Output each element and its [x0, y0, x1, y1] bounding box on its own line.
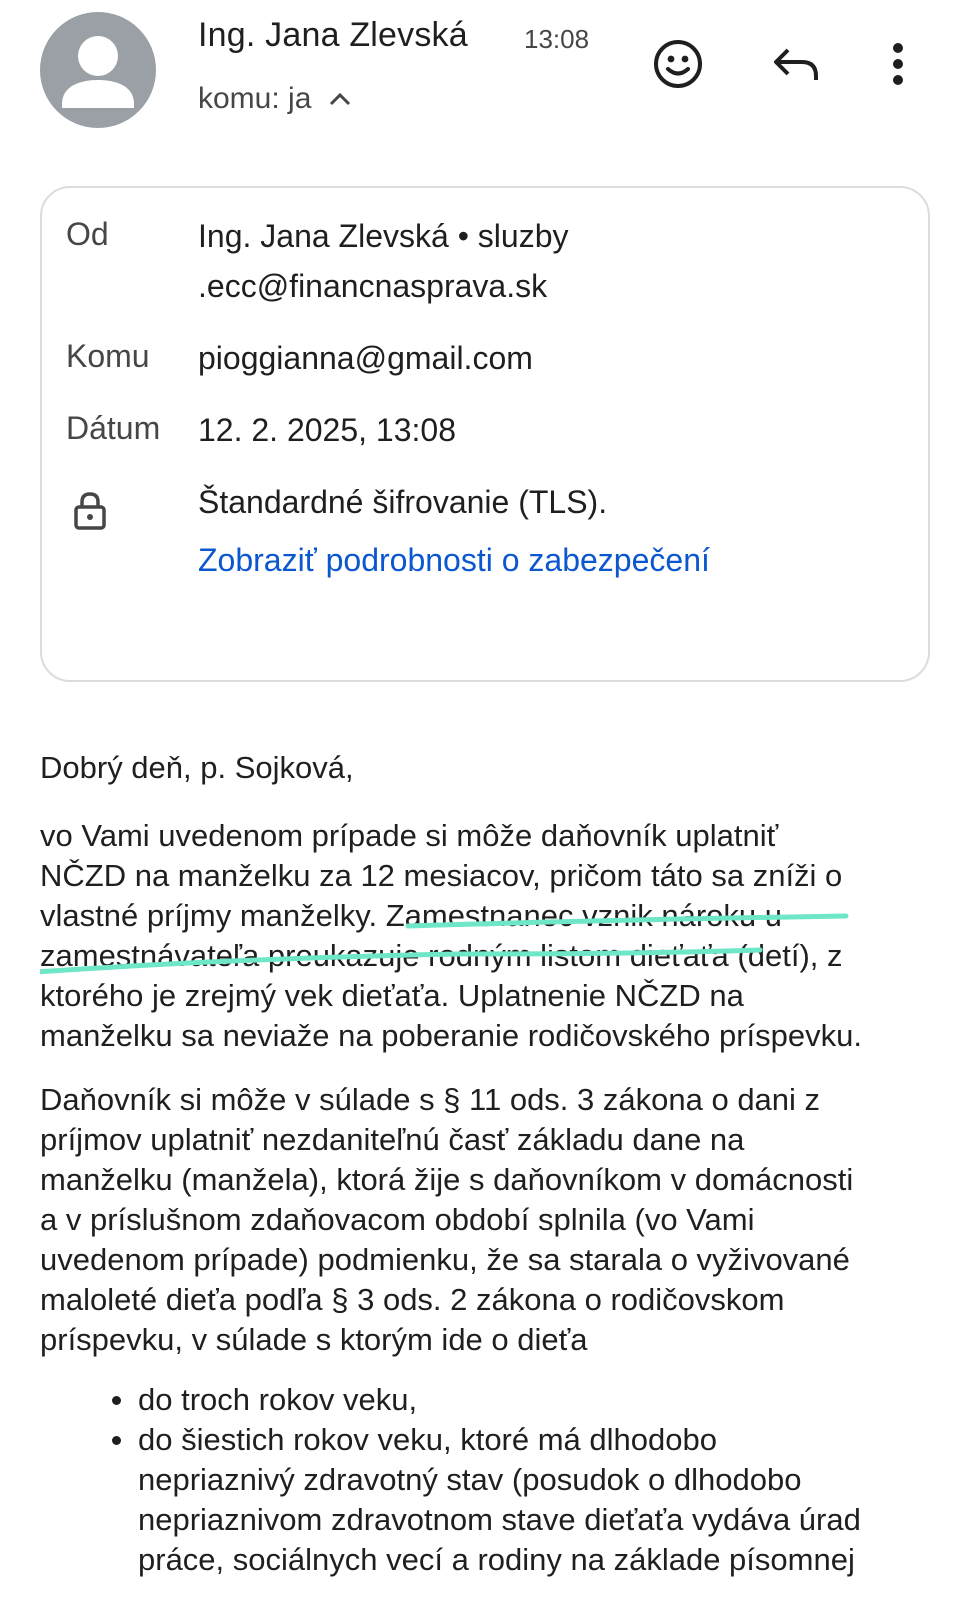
- recipients-toggle[interactable]: [198, 82, 353, 116]
- greeting: Dobrý deň, p. Sojková,: [40, 750, 354, 785]
- account-avatar-icon[interactable]: [40, 12, 156, 128]
- p2-line: a v príslušnom zdaňovacom období splnila (vo Vami: [40, 1202, 755, 1237]
- p1-line: NČZD na manželku za 12 mesiacov, pričom táto sa zníži o: [40, 858, 843, 893]
- reply-icon[interactable]: [768, 36, 824, 92]
- p1-line: manželku sa neviaže na poberanie rodičovského príspevku.: [40, 1018, 862, 1053]
- emoji-icon[interactable]: [650, 36, 706, 92]
- list-item: [40, 1420, 940, 1580]
- lock-icon: [70, 490, 110, 530]
- to-field-label: Komu: [66, 338, 150, 374]
- sender-name[interactable]: Ing. Jana Zlevská: [198, 16, 468, 54]
- conditions-list: [40, 1380, 940, 1580]
- to-value[interactable]: pioggianna@gmail.com: [198, 340, 533, 376]
- paragraph-1: [40, 816, 940, 1056]
- security-details-link[interactable]: Zobraziť podrobnosti o zabezpečení: [198, 542, 710, 578]
- more-vert-icon[interactable]: [870, 36, 926, 92]
- message-details-card: [40, 186, 930, 682]
- p1-line: ktorého je zrejmý vek dieťaťa. Uplatnenie NČZD na: [40, 978, 744, 1013]
- list-item-line: nepriaznivom zdravotnom stave dieťaťa vydáva úrad: [138, 1502, 861, 1537]
- list-item-line: práce, sociálnych vecí a rodiny na základe písomnej: [138, 1542, 855, 1577]
- p1-line: vo Vami uvedenom prípade si môže daňovník uplatniť: [40, 818, 779, 853]
- list-item: [40, 1380, 940, 1420]
- p2-line: príjmov uplatniť nezdaniteľnú časť základu dane na: [40, 1122, 745, 1157]
- encryption-info: Štandardné šifrovanie (TLS).: [198, 484, 608, 520]
- p2-line: uvedenom prípade) podmienku, že sa starala o vyživované: [40, 1242, 850, 1277]
- p2-line: Daňovník si môže v súlade s § 11 ods. 3 zákona o dani z: [40, 1082, 821, 1117]
- from-value-line2[interactable]: .ecc@financnasprava.sk: [198, 268, 548, 304]
- list-item-line: do troch rokov veku,: [138, 1382, 418, 1417]
- paragraph-2: [40, 1080, 940, 1360]
- list-item-line: nepriaznivý zdravotný stav (posudok o dlhodobo: [138, 1462, 802, 1497]
- p1-line: zamestnávateľa preukazuje rodným listom dieťaťa (detí), z: [40, 938, 843, 973]
- message-header: [0, 0, 969, 150]
- p1-line: vlastné príjmy manželky. Zamestnanec vznik nároku u: [40, 898, 783, 933]
- date-label: Dátum: [66, 410, 161, 446]
- message-time: 13:08: [524, 24, 590, 54]
- from-label: Od: [66, 216, 109, 252]
- p2-line: príspevku, v súlade s ktorým ide o dieťa: [40, 1322, 588, 1357]
- list-item-line: do šiestich rokov veku, ktoré má dlhodobo: [138, 1422, 717, 1457]
- from-value-line1[interactable]: Ing. Jana Zlevská • sluzby: [198, 218, 569, 254]
- p2-line: maloleté dieťa podľa § 3 ods. 2 zákona o rodičovskom: [40, 1282, 785, 1317]
- p2-line: manželku (manžela), ktorá žije s daňovníkom v domácnosti: [40, 1162, 854, 1197]
- to-label: komu: ja: [198, 82, 312, 115]
- chevron-up-icon: [327, 86, 353, 112]
- date-value: 12. 2. 2025, 13:08: [198, 412, 456, 448]
